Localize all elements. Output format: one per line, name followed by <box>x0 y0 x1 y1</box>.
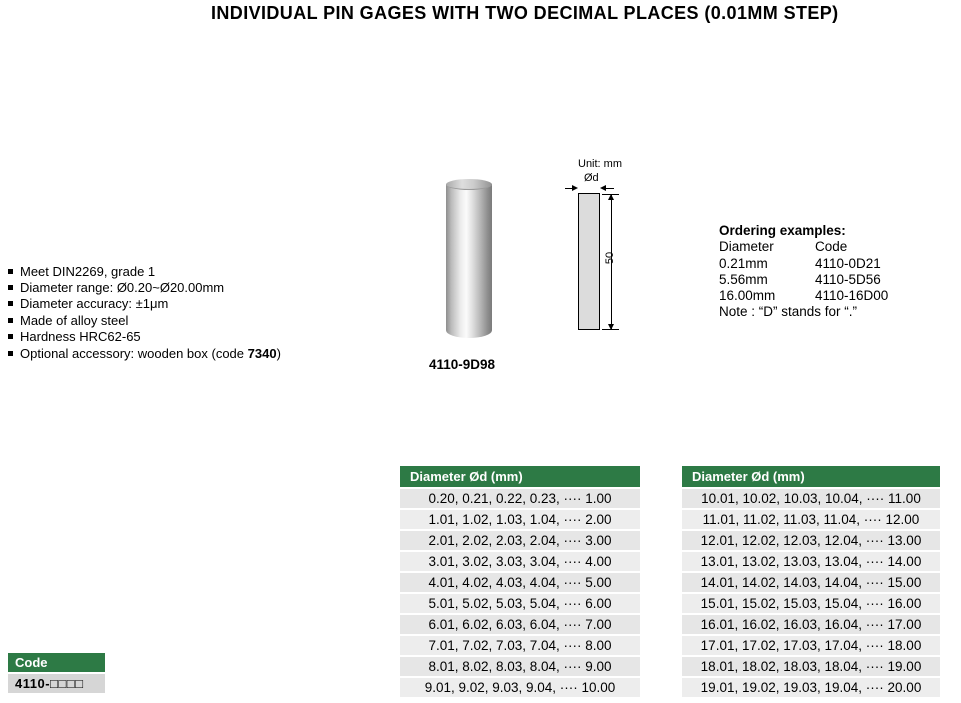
table-row: 17.01, 17.02, 17.03, 17.04, ···· 18.00 <box>682 634 940 655</box>
table-header: Diameter Ød (mm) <box>400 466 640 487</box>
arrow-down-icon <box>608 324 614 330</box>
bullet-icon <box>8 285 13 290</box>
ordering-row <box>719 256 888 272</box>
feature-list <box>8 263 281 361</box>
ordering-title: Ordering examples: <box>719 223 846 238</box>
table-row: 6.01, 6.02, 6.03, 6.04, ···· 7.00 <box>400 613 640 634</box>
table-row: 3.01, 3.02, 3.03, 3.04, ···· 4.00 <box>400 550 640 571</box>
arrow-right-icon <box>572 185 578 191</box>
arrow-up-icon <box>608 194 614 200</box>
table-row: 11.01, 11.02, 11.03, 11.04, ···· 12.00 <box>682 508 940 529</box>
table-row: 16.01, 16.02, 16.03, 16.04, ···· 17.00 <box>682 613 940 634</box>
pin-top-face <box>446 179 492 190</box>
feature-text: Diameter accuracy: ±1μm <box>20 296 169 312</box>
bullet-icon <box>8 301 13 306</box>
code-box-value: 4110-□□□□ <box>8 674 105 693</box>
ordering-code: 4110-16D00 <box>815 288 889 304</box>
table-row: 12.01, 12.02, 12.03, 12.04, ···· 13.00 <box>682 529 940 550</box>
table-row: 13.01, 13.02, 13.03, 13.04, ···· 14.00 <box>682 550 940 571</box>
table-row: 8.01, 8.02, 8.03, 8.04, ···· 9.00 <box>400 655 640 676</box>
feature-text-prefix: Optional accessory: wooden box (code <box>20 345 248 361</box>
feature-item <box>8 329 281 345</box>
page-title: INDIVIDUAL PIN GAGES WITH TWO DECIMAL PLACES (0.01MM STEP) <box>211 3 839 23</box>
ordering-row <box>719 272 888 288</box>
table-row: 10.01, 10.02, 10.03, 10.04, ···· 11.00 <box>682 487 940 508</box>
ordering-col-diameter: Diameter <box>719 239 774 255</box>
table-row: 14.01, 14.02, 14.03, 14.04, ···· 15.00 <box>682 571 940 592</box>
table-row: 19.01, 19.02, 19.03, 19.04, ···· 20.00 <box>682 676 940 697</box>
diameter-table-2 <box>682 466 940 697</box>
feature-item <box>8 312 281 328</box>
feature-text: Meet DIN2269, grade 1 <box>20 263 156 279</box>
ordering-note: Note : “D” stands for “.” <box>719 304 858 320</box>
feature-text-suffix: ) <box>276 345 281 361</box>
ordering-row <box>719 288 888 304</box>
ordering-code: 4110-0D21 <box>815 255 881 271</box>
table-row: 0.20, 0.21, 0.22, 0.23, ···· 1.00 <box>400 487 640 508</box>
bullet-icon <box>8 351 13 356</box>
pin-body <box>446 184 492 338</box>
product-code-label: 4110-9D98 <box>429 357 496 372</box>
feature-item <box>8 345 281 361</box>
technical-drawing <box>565 158 645 338</box>
bullet-icon <box>8 269 13 274</box>
feature-text: Hardness HRC62-65 <box>20 329 141 345</box>
table-row: 18.01, 18.02, 18.03, 18.04, ···· 19.00 <box>682 655 940 676</box>
bullet-icon <box>8 318 13 323</box>
table-header: Diameter Ød (mm) <box>682 466 940 487</box>
ordering-diameter: 16.00mm <box>719 288 776 304</box>
ordering-col-code: Code <box>815 239 848 255</box>
bullet-icon <box>8 334 13 339</box>
feature-item <box>8 279 281 295</box>
diameter-dim-label: Ød <box>584 172 599 184</box>
table-row: 2.01, 2.02, 2.03, 2.04, ···· 3.00 <box>400 529 640 550</box>
pin-gage-photo <box>446 179 492 339</box>
code-box-header: Code <box>8 653 105 672</box>
table-row: 9.01, 9.02, 9.03, 9.04, ···· 10.00 <box>400 676 640 697</box>
table-row: 1.01, 1.02, 1.03, 1.04, ···· 2.00 <box>400 508 640 529</box>
feature-text <box>20 346 281 361</box>
ordering-examples <box>719 223 888 321</box>
length-dim-label: 50 <box>604 251 617 265</box>
table-row: 7.01, 7.02, 7.03, 7.04, ···· 8.00 <box>400 634 640 655</box>
dim-line <box>606 188 614 189</box>
ordering-diameter: 5.56mm <box>719 271 768 287</box>
pin-outline-drawing <box>578 193 600 330</box>
feature-item <box>8 263 281 279</box>
feature-text: Diameter range: Ø0.20~Ø20.00mm <box>20 280 225 296</box>
table-row: 4.01, 4.02, 4.03, 4.04, ···· 5.00 <box>400 571 640 592</box>
ordering-diameter: 0.21mm <box>719 255 768 271</box>
feature-item <box>8 296 281 312</box>
table-row: 5.01, 5.02, 5.03, 5.04, ···· 6.00 <box>400 592 640 613</box>
unit-label: Unit: mm <box>578 158 622 170</box>
feature-text-bold: 7340 <box>247 345 277 361</box>
diameter-table-1 <box>400 466 640 697</box>
feature-text: Made of alloy steel <box>20 312 129 328</box>
table-row: 15.01, 15.02, 15.03, 15.04, ···· 16.00 <box>682 592 940 613</box>
ordering-code: 4110-5D56 <box>815 271 881 287</box>
code-box <box>8 653 105 693</box>
ordering-header-row <box>719 239 888 255</box>
